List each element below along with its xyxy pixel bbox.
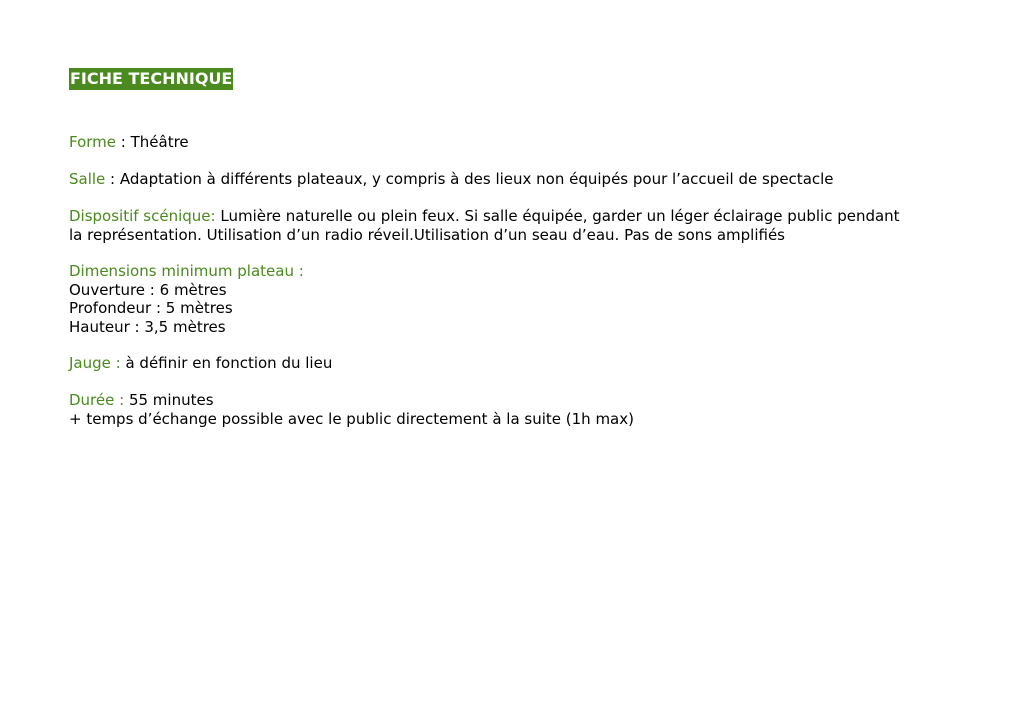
forme-section xyxy=(69,133,189,152)
dimensions-section xyxy=(69,262,304,336)
duree-note: + temps d’échange possible avec le public directement à la suite (1h max) xyxy=(69,409,634,428)
forme-separator: : xyxy=(116,133,131,151)
dispositif-line-1: Lumière naturelle ou plein feux. Si salle équipée, garder un léger éclairage public pendant xyxy=(215,207,900,225)
dimensions-hauteur: Hauteur : 3,5 mètres xyxy=(69,317,226,336)
dimensions-label: Dimensions minimum plateau : xyxy=(69,262,304,280)
duree-label: Durée : xyxy=(69,391,125,409)
duree-section xyxy=(69,391,634,428)
jauge-label: Jauge : xyxy=(69,354,121,372)
duree-value: 55 minutes xyxy=(124,391,214,409)
salle-value: Adaptation à différents plateaux, y compris à des lieux non équipés pour l’accueil de spectacle xyxy=(119,170,834,188)
dispositif-section xyxy=(69,207,900,244)
jauge-section xyxy=(69,354,332,373)
salle-section xyxy=(69,170,834,189)
forme-value: Théâtre xyxy=(130,133,189,151)
dimensions-ouverture: Ouverture : 6 mètres xyxy=(69,280,227,299)
document-title: FICHE TECHNIQUE xyxy=(70,69,233,88)
dispositif-label: Dispositif scénique: xyxy=(69,207,216,225)
salle-separator: : xyxy=(105,170,120,188)
dimensions-profondeur: Profondeur : 5 mètres xyxy=(69,299,233,317)
forme-label: Forme xyxy=(69,133,117,151)
jauge-value: à définir en fonction du lieu xyxy=(120,354,333,372)
document-page xyxy=(69,68,959,428)
salle-label: Salle xyxy=(69,170,106,188)
dispositif-line-2: la représentation. Utilisation d’un radio réveil.Utilisation d’un seau d’eau. Pas de sons amplifiés xyxy=(69,225,785,244)
